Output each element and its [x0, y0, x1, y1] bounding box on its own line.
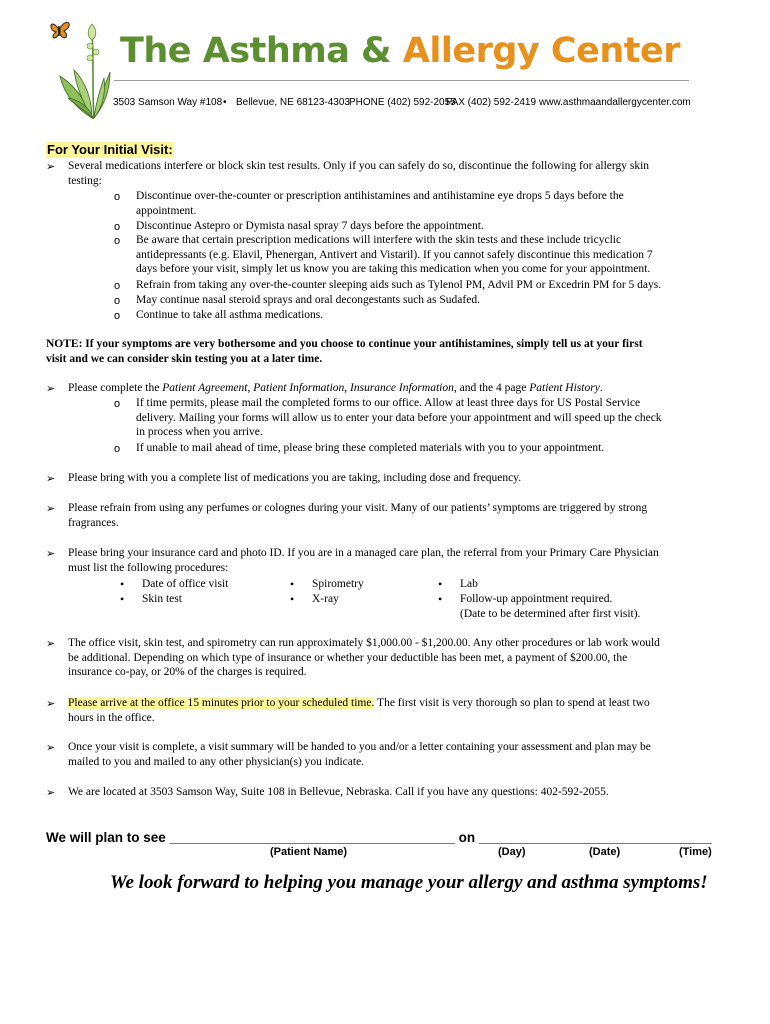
procedure-item [460, 592, 640, 621]
arrow-bullet-icon: ➢ [46, 382, 56, 395]
arrow-bullet-icon: ➢ [46, 547, 56, 560]
sub-bullet-icon: o [114, 235, 121, 247]
text-line: Follow-up appointment required. [460, 593, 613, 605]
text-line: Please bring your insurance card and photo ID. If you are in a managed care plan, the referral from your Primary Care Physician [68, 547, 659, 559]
sub-bullet-icon: o [114, 443, 121, 455]
text-line: mailed to you and mailed to any other physician(s) you indicate. [68, 755, 365, 768]
procedure-bullet: • [120, 577, 125, 591]
text-run: , [344, 382, 351, 394]
sub-item [136, 233, 653, 277]
text-line: in process when you arrive. [136, 426, 263, 439]
arrow-bullet-icon: ➢ [46, 472, 56, 485]
text-line: Several medications interfere or block skin test results. Only if you can safely do so, discontinue the following for allergy skin [68, 160, 650, 172]
location-paragraph: We are located at 3503 Samson Way, Suite 108 in Bellevue, Nebraska. Call if you have any questions: 402-592-2055. [68, 786, 609, 798]
text-line: appointment. [136, 204, 197, 217]
text-line: days before your visit, simply let us know you are taking this medication when you come for your appointment. [136, 263, 651, 276]
text-line: insurance co-pay, or 20% of the charges is required. [68, 666, 307, 679]
form-name: Insurance Information [350, 382, 454, 394]
phone-text: PHONE (402) 592-2055 [349, 97, 456, 108]
procedure-item: Lab [460, 578, 478, 590]
text-line: Be aware that certain prescription medications will interfere with the skin tests and these include tricyclic [136, 234, 622, 246]
separator-bullet: • [223, 97, 227, 108]
procedure-item: Spirometry [312, 578, 364, 590]
sub-item: Continue to take all asthma medications. [136, 309, 324, 321]
text-line: Discontinue over-the-counter or prescription antihistamines and antihistamine eye drops 5 days before the [136, 190, 624, 202]
procedure-item: X-ray [312, 593, 339, 605]
title-part-orange: Allergy Center [402, 31, 680, 71]
text-line: NOTE: If your symptoms are very bothersome and you choose to continue your antihistamines, simply tell us at your first [46, 338, 643, 350]
text-run: , and the 4 page [453, 382, 530, 394]
text-line: Once your visit is complete, a visit summary will be handed to you and/or a letter containing your assessment and plan may be [68, 741, 651, 753]
butterfly-flower-logo-icon [46, 12, 112, 122]
procedure-item: Skin test [142, 593, 182, 605]
procedure-bullet: • [438, 592, 443, 606]
sub-item: If unable to mail ahead of time, please bring these completed materials with you to your appointment. [136, 442, 605, 454]
sub-item: Refrain from taking any over-the-counter sleeping aids such as Tylenol PM, Advil PM or Excedrin PM for 5 days. [136, 279, 662, 291]
section-heading: For Your Initial Visit: [47, 142, 173, 157]
text-line: be additional. Depending on which type of insurance or whether your deductible has been met, a payment of $200.00, the [68, 651, 628, 664]
center-name-title [120, 30, 680, 72]
day-label: (Day) [498, 846, 526, 858]
text-line: antidepressants (e.g. Elavil, Phenergan, Antivert and Vistaril). If you cannot safely discontinue this medication 7 [136, 248, 653, 261]
note-paragraph [46, 337, 643, 366]
procedure-item: Date of office visit [142, 578, 229, 590]
form-name: Patient History [529, 382, 600, 394]
patient-name-label: (Patient Name) [270, 846, 348, 858]
insurance-paragraph [68, 546, 659, 575]
arrow-bullet-icon: ➢ [46, 502, 56, 515]
text-run: Please complete the [68, 382, 163, 394]
text-line: fragrances. [68, 516, 119, 529]
header-divider [114, 80, 689, 81]
text-run: , [247, 382, 254, 394]
text-line: hours in the office. [68, 711, 155, 724]
medications-paragraph [68, 159, 649, 188]
text-line: visit and we can consider skin testing you at a later time. [46, 352, 323, 365]
text-line: must list the following procedures: [68, 561, 229, 574]
text-line: Please refrain from using any perfumes or colognes during your visit. Many of our patients’ symptoms are triggered by strong [68, 502, 648, 514]
text-line: delivery. Mailing your forms will allow us to enter your data before your appointment and will speed up the check [136, 411, 662, 424]
sub-bullet-icon: o [114, 280, 121, 292]
sub-item [136, 396, 662, 440]
procedure-bullet: • [120, 592, 125, 606]
arrival-highlight: Please arrive at the office 15 minutes prior to your scheduled time. [68, 697, 375, 709]
text-line [68, 696, 650, 711]
form-name: Patient Agreement [162, 382, 248, 394]
title-part-green: The Asthma & [120, 31, 392, 71]
text-line: testing: [68, 174, 102, 187]
address-text: 3503 Samson Way #108 [113, 97, 223, 108]
city-text: Bellevue, NE 68123-4303 [236, 97, 350, 108]
text-line: If time permits, please mail the completed forms to our office. Allow at least three days for US Postal Service [136, 397, 641, 409]
sub-bullet-icon: o [114, 221, 121, 233]
sub-item: May continue nasal steroid sprays and oral decongestants such as Sudafed. [136, 294, 480, 306]
date-label: (Date) [589, 846, 621, 858]
text-run: . [599, 382, 603, 394]
sub-bullet-icon: o [114, 310, 121, 322]
sub-item: Discontinue Astepro or Dymista nasal spray 7 days before the appointment. [136, 220, 484, 232]
text-run: The first visit is very thorough so plan to spend at least two [374, 697, 650, 709]
arrow-bullet-icon: ➢ [46, 637, 56, 650]
sub-bullet-icon: o [114, 191, 121, 203]
medication-list-paragraph: Please bring with you a complete list of medications you are taking, including dose and frequency. [68, 472, 522, 484]
sub-bullet-icon: o [114, 398, 121, 410]
form-name: Patient Information [253, 382, 345, 394]
summary-paragraph [68, 740, 651, 769]
arrow-bullet-icon: ➢ [46, 786, 56, 799]
arrow-bullet-icon: ➢ [46, 160, 56, 173]
sub-bullet-icon: o [114, 295, 121, 307]
closing-message: We look forward to helping you manage your allergy and asthma symptoms! [110, 872, 708, 893]
forms-paragraph [68, 381, 603, 396]
sub-item [136, 189, 624, 218]
time-label: (Time) [679, 846, 712, 858]
appointment-fill-line[interactable]: We will plan to see ______________________________________ on _______________________________ [46, 830, 712, 845]
perfume-paragraph [68, 501, 647, 530]
arrival-paragraph [68, 696, 650, 725]
text-line: (Date to be determined after first visit). [460, 607, 641, 620]
text-line: The office visit, skin test, and spirometry can run approximately $1,000.00 - $1,200.00. Any other procedures or lab work would [68, 637, 660, 649]
procedure-bullet: • [290, 592, 295, 606]
fax-text: FAX (402) 592-2419 [446, 97, 537, 108]
cost-paragraph [68, 636, 660, 680]
arrow-bullet-icon: ➢ [46, 741, 56, 754]
procedure-bullet: • [290, 577, 295, 591]
website-link[interactable]: www.asthmaandallergycenter.com [539, 97, 691, 108]
arrow-bullet-icon: ➢ [46, 697, 56, 710]
procedure-bullet: • [438, 577, 443, 591]
